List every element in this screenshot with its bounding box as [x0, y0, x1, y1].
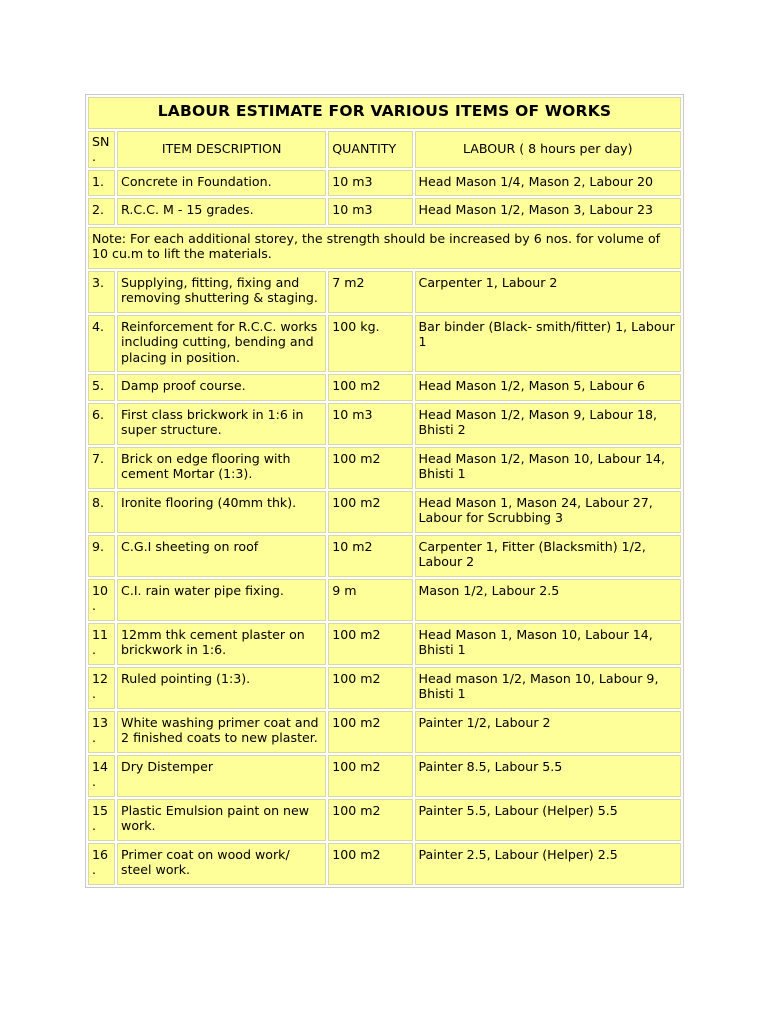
row-item: Reinforcement for R.C.C. works including cutting, bending and placing in position. [117, 315, 326, 373]
table-row [88, 170, 681, 197]
row-sn: 9. [88, 535, 115, 577]
row-labour: Head Mason 1/2, Mason 10, Labour 14, Bhisti 1 [415, 447, 681, 489]
row-sn: 10. [88, 579, 115, 621]
table-row [88, 579, 681, 621]
row-quantity: 10 m2 [328, 535, 412, 577]
row-sn: 1. [88, 170, 115, 197]
row-item: Plastic Emulsion paint on new work. [117, 799, 326, 841]
table-row [88, 799, 681, 841]
row-labour: Bar binder (Black- smith/fitter) 1, Labour 1 [415, 315, 681, 373]
header-sn: SN. [88, 131, 115, 168]
row-item: Dry Distemper [117, 755, 326, 797]
row-sn: 14. [88, 755, 115, 797]
table-row [88, 755, 681, 797]
row-labour: Painter 8.5, Labour 5.5 [415, 755, 681, 797]
row-quantity: 10 m3 [328, 198, 412, 225]
row-sn: 6. [88, 403, 115, 445]
row-labour: Head mason 1/2, Mason 10, Labour 9, Bhisti 1 [415, 667, 681, 709]
table-row [88, 315, 681, 373]
table-row [88, 403, 681, 445]
table-row [88, 843, 681, 885]
row-quantity: 100 kg. [328, 315, 412, 373]
row-labour: Head Mason 1/2, Mason 3, Labour 23 [415, 198, 681, 225]
row-item: Brick on edge flooring with cement Mortar (1:3). [117, 447, 326, 489]
row-quantity: 100 m2 [328, 843, 412, 885]
row-sn: 13. [88, 711, 115, 753]
table-row [88, 271, 681, 313]
row-item: White washing primer coat and 2 finished coats to new plaster. [117, 711, 326, 753]
header-item-description: ITEM DESCRIPTION [117, 131, 326, 168]
row-quantity: 100 m2 [328, 374, 412, 401]
table-row [88, 374, 681, 401]
table-row [88, 447, 681, 489]
row-item: First class brickwork in 1:6 in super structure. [117, 403, 326, 445]
row-sn: 8. [88, 491, 115, 533]
row-item: Concrete in Foundation. [117, 170, 326, 197]
labour-estimate-table [85, 94, 684, 888]
table-title: LABOUR ESTIMATE FOR VARIOUS ITEMS OF WORKS [88, 97, 681, 129]
row-labour: Carpenter 1, Fitter (Blacksmith) 1/2, Labour 2 [415, 535, 681, 577]
row-quantity: 9 m [328, 579, 412, 621]
row-labour: Painter 2.5, Labour (Helper) 2.5 [415, 843, 681, 885]
row-labour: Head Mason 1, Mason 10, Labour 14, Bhisti 1 [415, 623, 681, 665]
row-item: C.G.I sheeting on roof [117, 535, 326, 577]
row-labour: Head Mason 1/4, Mason 2, Labour 20 [415, 170, 681, 197]
row-quantity: 100 m2 [328, 491, 412, 533]
header-row [88, 131, 681, 168]
row-sn: 3. [88, 271, 115, 313]
row-labour: Head Mason 1, Mason 24, Labour 27, Labour for Scrubbing 3 [415, 491, 681, 533]
row-labour: Mason 1/2, Labour 2.5 [415, 579, 681, 621]
row-quantity: 100 m2 [328, 623, 412, 665]
row-labour: Painter 5.5, Labour (Helper) 5.5 [415, 799, 681, 841]
row-quantity: 100 m2 [328, 447, 412, 489]
row-item: Damp proof course. [117, 374, 326, 401]
title-row [88, 97, 681, 129]
row-labour: Head Mason 1/2, Mason 5, Labour 6 [415, 374, 681, 401]
table-row [88, 491, 681, 533]
row-quantity: 100 m2 [328, 799, 412, 841]
row-item: R.C.C. M - 15 grades. [117, 198, 326, 225]
row-sn: 5. [88, 374, 115, 401]
table-row [88, 711, 681, 753]
row-quantity: 100 m2 [328, 711, 412, 753]
row-quantity: 100 m2 [328, 755, 412, 797]
row-sn: 11. [88, 623, 115, 665]
row-item: Supplying, fitting, fixing and removing shuttering & staging. [117, 271, 326, 313]
row-sn: 16. [88, 843, 115, 885]
row-sn: 7. [88, 447, 115, 489]
row-item: 12mm thk cement plaster on brickwork in 1:6. [117, 623, 326, 665]
row-item: Ruled pointing (1:3). [117, 667, 326, 709]
row-labour: Head Mason 1/2, Mason 9, Labour 18, Bhisti 2 [415, 403, 681, 445]
row-quantity: 7 m2 [328, 271, 412, 313]
row-sn: 2. [88, 198, 115, 225]
row-item: C.I. rain water pipe fixing. [117, 579, 326, 621]
table-row [88, 198, 681, 225]
row-sn: 15. [88, 799, 115, 841]
header-labour: LABOUR ( 8 hours per day) [415, 131, 681, 168]
row-quantity: 10 m3 [328, 170, 412, 197]
table-row [88, 623, 681, 665]
row-quantity: 10 m3 [328, 403, 412, 445]
table-row [88, 667, 681, 709]
note-row [88, 227, 681, 269]
row-labour: Carpenter 1, Labour 2 [415, 271, 681, 313]
row-item: Primer coat on wood work/ steel work. [117, 843, 326, 885]
row-sn: 12. [88, 667, 115, 709]
row-quantity: 100 m2 [328, 667, 412, 709]
table-row [88, 535, 681, 577]
row-item: Ironite flooring (40mm thk). [117, 491, 326, 533]
header-quantity: QUANTITY [328, 131, 412, 168]
row-labour: Painter 1/2, Labour 2 [415, 711, 681, 753]
row-sn: 4. [88, 315, 115, 373]
note-text: Note: For each additional storey, the strength should be increased by 6 nos. for volume of 10 cu.m to lift the materials. [88, 227, 681, 269]
